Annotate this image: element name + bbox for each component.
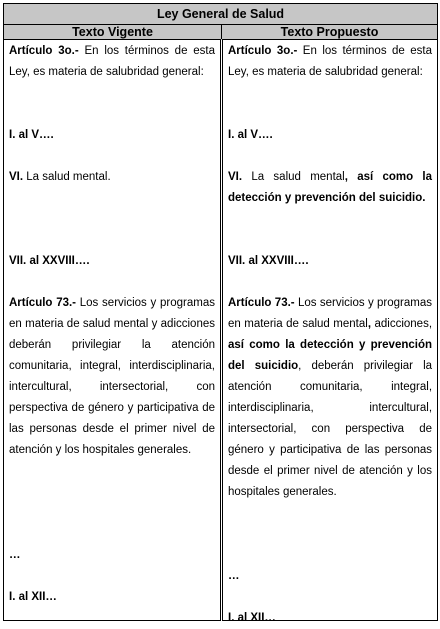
proposed-range-vii-xxviii: VII. al XXVIII…. bbox=[228, 255, 309, 267]
current-range-i-v: I. al V…. bbox=[9, 129, 54, 141]
current-fraction-vi-label: VI. bbox=[9, 171, 24, 183]
proposed-article-73 bbox=[228, 293, 432, 503]
current-article-73 bbox=[9, 293, 215, 461]
proposed-article-3-text: En los términos de esta Ley, es materia de salubridad general: bbox=[228, 45, 432, 78]
proposed-fraction-vi-addition: , así como la detección y prevención del suicidio. bbox=[228, 171, 433, 204]
proposed-article-73-addition: así como la detección y prevención del suicidio bbox=[228, 339, 433, 372]
proposed-article-3-label: Artículo 3o.- bbox=[228, 45, 298, 57]
proposed-range-i-v: I. al V…. bbox=[228, 129, 273, 141]
proposed-article-73-text-2: adicciones, bbox=[371, 318, 433, 330]
current-article-3-text: En los términos de esta Ley, es materia de salubridad general: bbox=[9, 45, 215, 78]
current-text-cell bbox=[4, 40, 222, 621]
proposed-fraction-vi bbox=[228, 167, 432, 209]
proposed-text-cell bbox=[222, 40, 438, 624]
column-header-proposed: Texto Propuesto bbox=[222, 25, 438, 40]
current-article-73-label: Artículo 73.- bbox=[9, 297, 77, 309]
table-title: Ley General de Salud bbox=[4, 4, 438, 25]
comparison-table bbox=[3, 3, 438, 624]
current-article-3-label: Artículo 3o.- bbox=[9, 45, 79, 57]
proposed-article-73-text-1: Los servicios y programas en materia de salud mental bbox=[228, 297, 433, 330]
current-range-i-xii: I. al XII… bbox=[9, 591, 57, 603]
current-range-vii-xxviii: VII. al XXVIII…. bbox=[9, 255, 90, 267]
proposed-article-73-label: Artículo 73.- bbox=[228, 297, 295, 309]
proposed-range-i-xii: I. al XII… bbox=[228, 612, 276, 624]
current-article-3 bbox=[9, 41, 215, 83]
proposed-fraction-vi-text: La salud mental bbox=[242, 171, 345, 183]
current-ellipsis: … bbox=[9, 549, 21, 561]
proposed-ellipsis: … bbox=[228, 570, 240, 582]
current-fraction-vi-text: La salud mental. bbox=[23, 171, 111, 183]
proposed-article-73-text-3: , deberán privilegiar la atención comunitaria, integral, interdisciplinaria, intercultural, intersectorial, con perspectiva de género y participativa de las personas desde el primer nivel de atención y los hospitales generales. bbox=[228, 360, 433, 498]
current-fraction-vi bbox=[9, 167, 215, 188]
proposed-article-73-comma: , bbox=[367, 318, 372, 330]
proposed-article-3 bbox=[228, 41, 432, 83]
current-article-73-text: Los servicios y programas en materia de salud mental y adicciones deberán privilegiar la atención comunitaria, integral, interdisciplinaria, intercultural, intersectorial, con perspectiva de género y participativa de las personas desde el primer nivel de atención y los hospitales generales. bbox=[9, 297, 215, 456]
proposed-fraction-vi-label: VI. bbox=[228, 171, 243, 183]
column-header-current: Texto Vigente bbox=[4, 25, 222, 40]
